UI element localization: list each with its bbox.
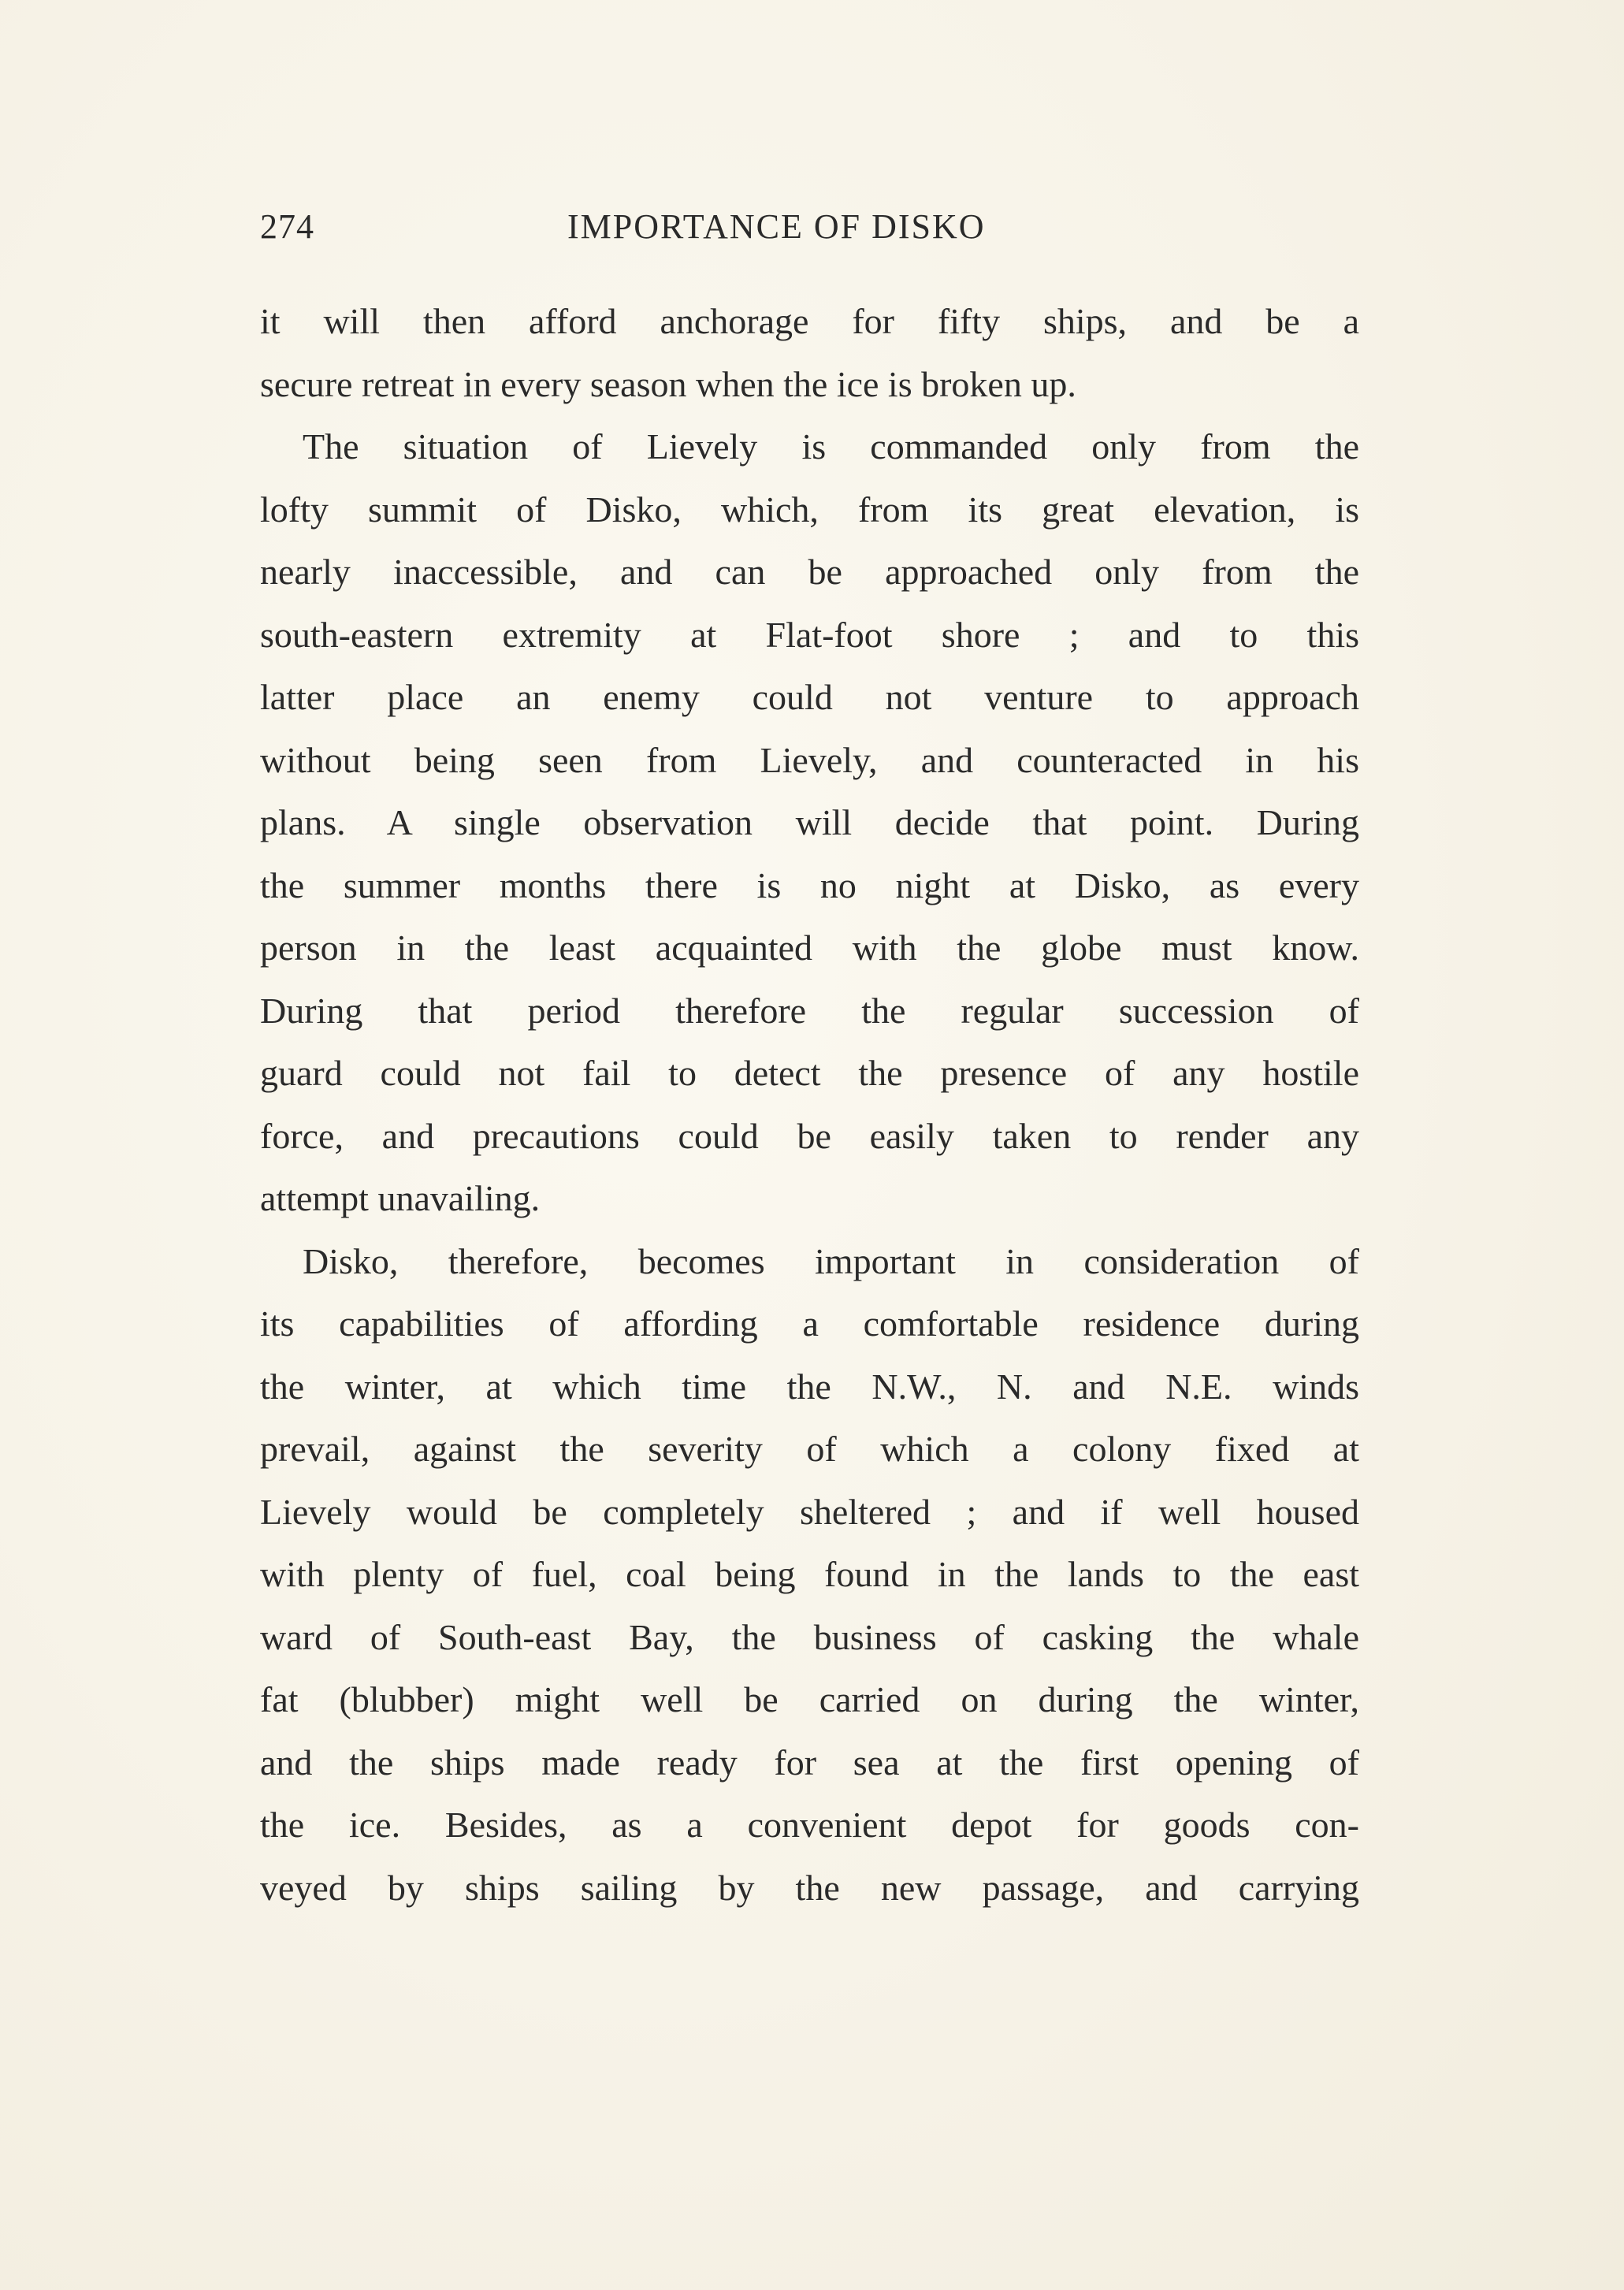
text-line: nearly inaccessible, and can be approached only from the: [260, 552, 1359, 592]
text-line: plans. A single observation will decide that point. During: [260, 802, 1359, 842]
text-line: the winter, at which time the N.W., N. and N.E. winds: [260, 1366, 1359, 1407]
text-line: ward of South-east Bay, the business of casking the whale: [260, 1616, 1359, 1657]
text-line: without being seen from Lievely, and counteracted in his: [260, 739, 1359, 780]
page-header: [260, 206, 1359, 254]
text-line: Lievely would be completely sheltered ; and if well housed: [260, 1491, 1359, 1532]
text-line: Disko, therefore, becomes important in consideration of: [303, 1240, 1359, 1281]
text-line: south-eastern extremity at Flat-foot shore ; and to this: [260, 614, 1359, 655]
text-line: lofty summit of Disko, which, from its great elevation, is: [260, 489, 1359, 530]
text-line: attempt unavailing.: [260, 1178, 541, 1218]
page-number: 274: [260, 207, 314, 246]
running-head: IMPORTANCE OF DISKO: [567, 207, 986, 246]
text-line: prevail, against the severity of which a colony fixed at: [260, 1429, 1359, 1469]
text-line: latter place an enemy could not venture to approach: [260, 677, 1359, 717]
body-text: [260, 290, 1359, 1919]
text-line: the ice. Besides, as a convenient depot for goods con-: [260, 1805, 1359, 1845]
text-line: veyed by ships sailing by the new passage, and carrying: [260, 1867, 1359, 1908]
text-line: The situation of Lievely is commanded only from the: [303, 426, 1359, 467]
text-line: the summer months there is no night at Disko, as every: [260, 864, 1359, 905]
text-line: fat (blubber) might well be carried on during the winter,: [260, 1679, 1359, 1719]
text-line: secure retreat in every season when the ice is broken up.: [260, 363, 1076, 404]
text-line: person in the least acquainted with the globe must know.: [260, 928, 1359, 968]
text-line: guard could not fail to detect the presence of any hostile: [260, 1053, 1359, 1093]
text-line: During that period therefore the regular succession of: [260, 990, 1359, 1031]
text-line: with plenty of fuel, coal being found in the lands to the east: [260, 1554, 1359, 1594]
text-line: and the ships made ready for sea at the first opening of: [260, 1742, 1359, 1783]
text-line: it will then afford anchorage for fifty ships, and be a: [260, 301, 1359, 341]
text-line: its capabilities of affording a comfortable residence during: [260, 1303, 1359, 1344]
text-line: force, and precautions could be easily taken to render any: [260, 1115, 1359, 1156]
